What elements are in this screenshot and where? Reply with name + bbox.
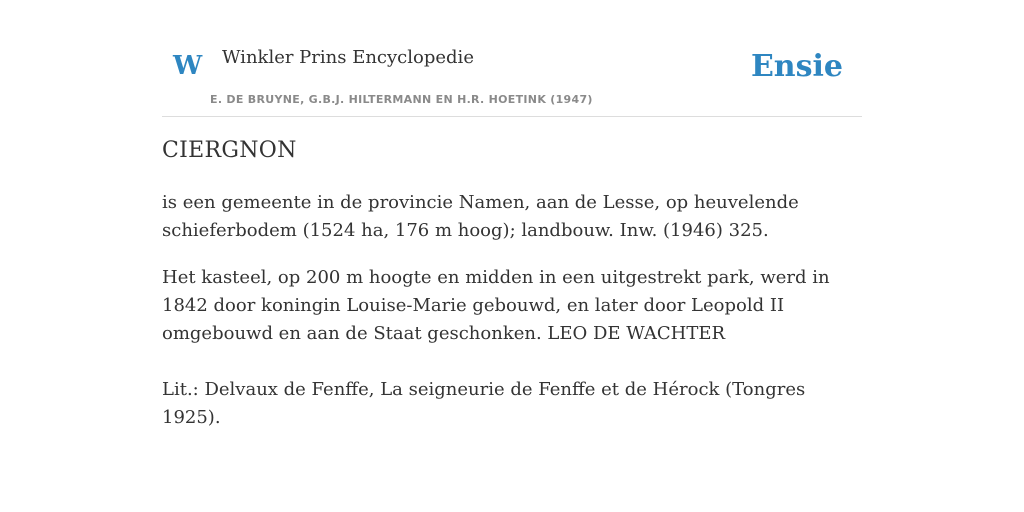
- encyclopedia-title: Winkler Prins Encyclopedie: [222, 47, 474, 68]
- literature-reference: Lit.: Delvaux de Fenffe, La seigneurie de Fenffe et de Hérock (Tongres 1925).: [162, 379, 806, 429]
- ensie-logo-link[interactable]: Ensie: [750, 49, 843, 84]
- article-paragraph: is een gemeente in de provincie Namen, aan de Lesse, op heuvelende schieferbodem (1524 ha, 176 m hoog); landbouw. Inw. (1946) 325.: [162, 192, 799, 242]
- article-title: CIERGNON: [162, 138, 297, 163]
- article-paragraph: Het kasteel, op 200 m hoogte en midden in een uitgestrekt park, werd in 1842 door koningin Louise-Marie gebouwd, en later door Leopold II omgebouwd en aan de Staat geschonken. LEO DE WACHTER: [162, 267, 830, 345]
- encyclopedia-logo-link[interactable]: W: [173, 51, 203, 81]
- article: [162, 138, 862, 432]
- header: [162, 40, 862, 117]
- authors-line: E. DE BRUYNE, G.B.J. HILTERMANN EN H.R. HOETINK (1947): [210, 93, 593, 106]
